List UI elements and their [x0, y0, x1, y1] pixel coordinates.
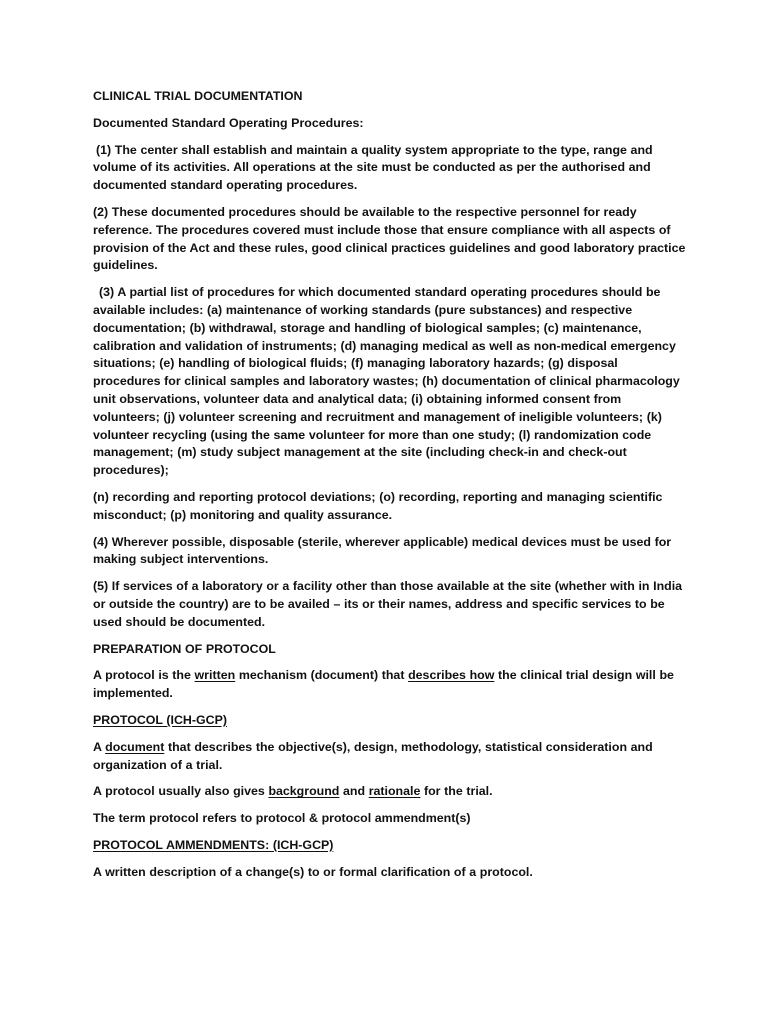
protocol-background — [93, 783, 688, 801]
bg-text-b: and — [339, 784, 369, 799]
sop-heading: Documented Standard Operating Procedures: — [93, 115, 364, 130]
prep-text-b: mechanism (document) that — [235, 668, 409, 683]
prep-written-underlined: written — [194, 668, 236, 683]
def-text-b: that describes the objective(s), design, methodology, statistical consideration and organization of a trial. — [93, 739, 657, 772]
def-document-underlined: document — [105, 739, 165, 754]
bg-text-c: for the trial. — [420, 784, 493, 799]
preparation-paragraph — [93, 667, 688, 703]
paragraph-1: (1) The center shall establish and maintain a quality system appropriate to the type, range and volume of its activities. All operations at the site must be conducted as per the authorised and documented standard operating procedures. — [93, 142, 657, 193]
paragraph-4: (4) Wherever possible, disposable (sterile, wherever applicable) medical devices must be used for making subject interventions. — [93, 534, 675, 567]
bg-rationale-underlined: rationale — [368, 784, 421, 799]
paragraph-3: (3) A partial list of procedures for which documented standard operating procedures should be available includes: (a) maintenance of working standards (pure substances) and respective documentation; (b) withdrawal, storage and handling of biological samples; (c) maintenance, calibration and validation of instruments; (d) managing medical as well as non-medical emergency situations; (e) handling of biological fluids; (f) managing laboratory hazards; (g) disposal procedures for clinical samples and laboratory wastes; (h) documentation of clinical pharmacology unit observations, volunteer data and analytical data; (i) obtaining informed consent from volunteers; (j) volunteer screening and recruitment and management of ineligible volunteers; (k) volunteer recycling (using the same volunteer for more than one study; (l) randomization code management; (m) study subject management at the site (including check-in and check-out procedures); — [93, 285, 684, 478]
prep-describes-underlined: describes how — [408, 668, 495, 683]
paragraph-5: (5) If services of a laboratory or a facility other than those available at the site (whether with in India or outside the country) are to be availed – its or their names, address and specific services to be used should be documented. — [93, 579, 686, 629]
def-text-a: A — [93, 739, 106, 754]
protocol-term: The term protocol refers to protocol & protocol ammendment(s) — [93, 811, 471, 826]
bg-background-underlined: background — [268, 784, 340, 799]
amendments-definition: A written description of a change(s) to or formal clarification of a protocol. — [93, 864, 533, 879]
paragraph-3-continued: (n) recording and reporting protocol deviations; (o) recording, reporting and managing scientific misconduct; (p) monitoring and quality assurance. — [93, 489, 667, 522]
paragraph-2: (2) These documented procedures should be available to the respective personnel for ready reference. The procedures covered must include those that ensure compliance with all aspects of provision of the Act and these rules, good clinical practices guidelines and good laboratory practice guidelines. — [93, 204, 690, 273]
prep-text-a: A protocol is the — [93, 668, 195, 683]
protocol-definition — [93, 739, 688, 775]
document-title: CLINICAL TRIAL DOCUMENTATION — [93, 89, 303, 103]
bg-text-a: A protocol usually also gives — [93, 784, 269, 799]
prep-text-c: the clinical trial design will be implemented. — [93, 668, 678, 701]
protocol-heading: PROTOCOL (ICH-GCP) — [93, 712, 227, 727]
amendments-heading: PROTOCOL AMMENDMENTS: (ICH-GCP) — [93, 837, 334, 852]
preparation-heading: PREPARATION OF PROTOCOL — [93, 641, 276, 656]
